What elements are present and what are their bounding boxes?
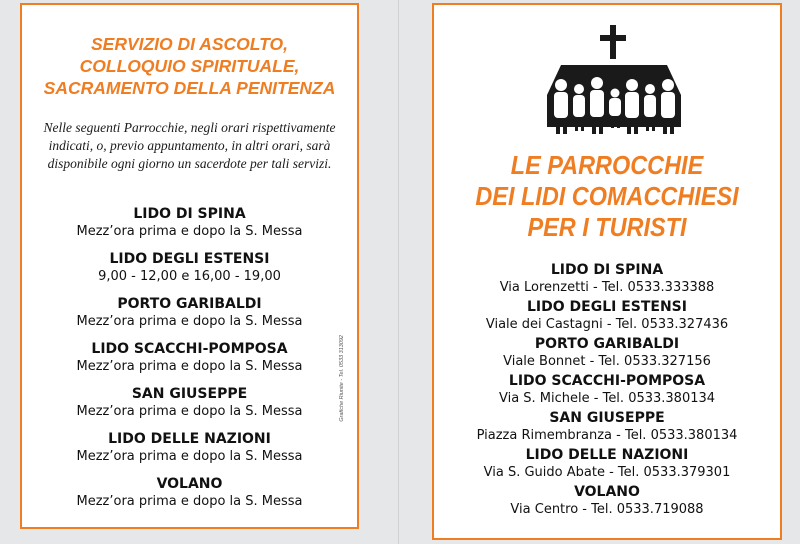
title-line: LE PARROCCHIE — [510, 152, 704, 180]
title-line: DEI LIDI COMACCHIESI — [475, 183, 739, 211]
parish-directory-panel — [432, 3, 782, 540]
parish-name: LIDO DI SPINA — [133, 206, 246, 222]
parish-name: LIDO DI SPINA — [550, 262, 664, 278]
schedule-hours: 9,00 - 12,00 e 16,00 - 19,00 — [98, 269, 281, 284]
schedule-hours: Mezz’ora prima e dopo la S. Messa — [76, 359, 303, 374]
parish-name: LIDO DEGLI ESTENSI — [527, 299, 687, 315]
parish-name: LIDO DEGLI ESTENSI — [109, 251, 270, 267]
parish-name: LIDO SCACCHI-POMPOSA — [91, 341, 288, 357]
confession-service-heading — [22, 33, 357, 99]
church-family-logo-icon — [541, 23, 687, 143]
parish-name: VOLANO — [574, 484, 640, 500]
heading-line: COLLOQUIO SPIRITUALE, — [79, 56, 300, 76]
parish-address-phone: Via Lorenzetti - Tel. 0533.333388 — [499, 280, 715, 295]
parish-address-phone: Viale Bonnet - Tel. 0533.327156 — [503, 354, 711, 369]
schedule-hours: Mezz’ora prima e dopo la S. Messa — [76, 404, 303, 419]
parish-directory-title — [434, 151, 780, 244]
contact-item — [434, 373, 780, 410]
schedule-item — [22, 386, 357, 431]
confession-service-panel — [20, 3, 359, 529]
schedule-item — [22, 476, 357, 521]
parish-address-phone: Via Centro - Tel. 0533.719088 — [510, 502, 704, 517]
contact-item — [434, 299, 780, 336]
parish-name: PORTO GARIBALDI — [534, 336, 680, 352]
schedule-item — [22, 206, 357, 251]
contact-item — [434, 336, 780, 373]
schedule-hours: Mezz’ora prima e dopo la S. Messa — [76, 314, 303, 329]
parish-name: SAN GIUSEPPE — [131, 386, 248, 402]
schedule-item — [22, 251, 357, 296]
parish-name: LIDO DELLE NAZIONI — [525, 447, 689, 463]
heading-line: SERVIZIO DI ASCOLTO, — [90, 34, 289, 54]
parish-name: LIDO DELLE NAZIONI — [108, 431, 271, 447]
schedule-hours: Mezz’ora prima e dopo la S. Messa — [76, 224, 303, 239]
schedule-item — [22, 296, 357, 341]
schedule-item — [22, 431, 357, 476]
schedule-hours: Mezz’ora prima e dopo la S. Messa — [76, 494, 303, 509]
parish-address-phone: Via S. Guido Abate - Tel. 0533.379301 — [483, 465, 731, 480]
contact-item — [434, 262, 780, 299]
intro-paragraph: Nelle seguenti Parrocchie, negli orari rispettivamente indicati, o, previo appuntamento, in altri orari, sarà disponibile ogni giorno un sacerdote per tali servizi. — [43, 120, 336, 171]
parish-name: SAN GIUSEPPE — [549, 410, 665, 426]
parish-address-phone: Via S. Michele - Tel. 0533.380134 — [498, 391, 716, 406]
heading-line: SACRAMENTO DELLA PENITENZA — [43, 78, 336, 98]
parish-name: LIDO SCACCHI-POMPOSA — [508, 373, 706, 389]
page-fold-line — [398, 0, 399, 544]
parish-address-phone: Viale dei Castagni - Tel. 0533.327436 — [485, 317, 729, 332]
parish-contact-list — [434, 262, 780, 521]
contact-item — [434, 410, 780, 447]
schedule-hours: Mezz’ora prima e dopo la S. Messa — [76, 449, 303, 464]
schedule-item — [22, 341, 357, 386]
contact-item — [434, 484, 780, 521]
parish-name: PORTO GARIBALDI — [117, 296, 262, 312]
parish-schedule-list — [22, 206, 357, 521]
title-line: PER I TURISTI — [527, 214, 687, 242]
contact-item — [434, 447, 780, 484]
printer-credit: Grafiche Riunite - Tel. 0533 313092 — [339, 335, 345, 422]
parish-name: VOLANO — [156, 476, 223, 492]
parish-address-phone: Piazza Rimembranza - Tel. 0533.380134 — [476, 428, 738, 443]
